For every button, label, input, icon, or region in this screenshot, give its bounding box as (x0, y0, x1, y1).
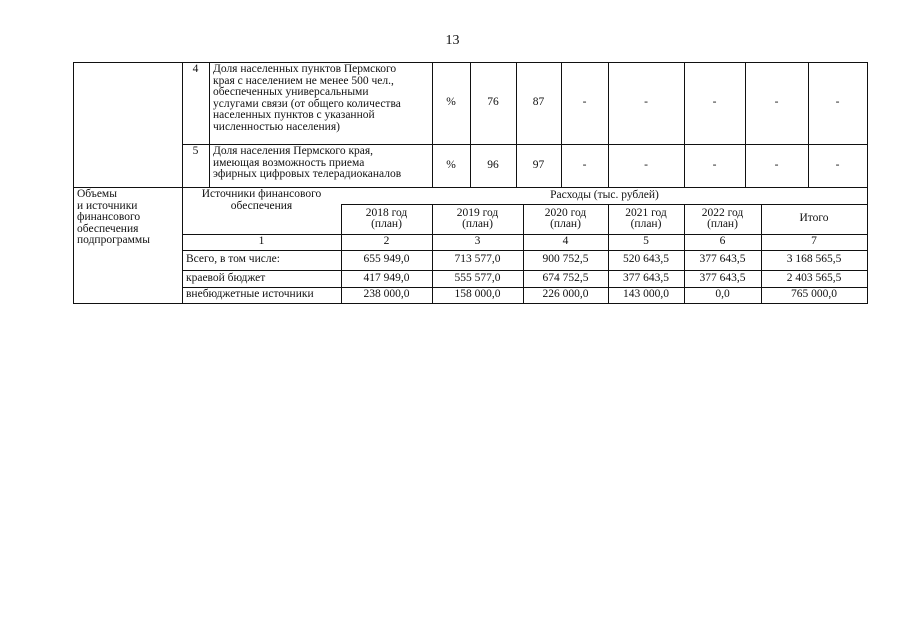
finance-value-line: 417 949,0 (363, 271, 410, 284)
indicator-number-line: 5 (192, 145, 199, 157)
indicator-value (745, 144, 808, 187)
indicator-value (684, 144, 745, 187)
finance-value-line: 158 000,0 (454, 288, 501, 301)
indicator-value (516, 144, 561, 187)
year-header-line: 2019 год (456, 206, 499, 219)
column-number-line: 1 (258, 235, 265, 248)
column-number (608, 234, 684, 250)
indicator-value (561, 62, 608, 144)
page-number: 13 (445, 33, 460, 48)
indicator-value-line: - (712, 158, 717, 171)
total-header-line: Итого (799, 212, 829, 225)
indicator-name-line: Доля населенных пунктов Пермского (213, 63, 397, 75)
sources-header (182, 187, 341, 234)
finance-value (684, 287, 761, 303)
indicator-value (745, 62, 808, 144)
source-name (182, 270, 341, 287)
source-name (182, 287, 341, 303)
expenses-header (341, 187, 868, 204)
indicator-name-line: услугами связи (от общего количества (213, 97, 401, 110)
finance-value-line: 143 000,0 (623, 288, 669, 301)
indicator-name-line: численностью населения) (213, 120, 340, 133)
finance-value-line: 3 168 565,5 (786, 253, 842, 266)
year-header (608, 204, 684, 234)
finance-value-line: 377 643,5 (699, 271, 746, 284)
finance-value-line: 674 752,5 (542, 271, 589, 284)
column-number (684, 234, 761, 250)
indicator-number-line: 4 (192, 63, 199, 75)
indicator-name (209, 62, 436, 144)
column-number (432, 234, 523, 250)
indicator-name-line: населенных пунктов с указанной (213, 109, 375, 121)
finance-value (608, 270, 684, 287)
indicator-value (808, 144, 867, 187)
indicator-number (182, 144, 209, 187)
indicator-value-line: - (774, 96, 779, 109)
column-number-line: 5 (643, 235, 649, 248)
indicator-base-value-line: 96 (487, 158, 499, 171)
source-name-line: краевой бюджет (186, 271, 266, 284)
indicator-base-value (470, 144, 516, 187)
finance-label-line: подпрограммы (77, 234, 150, 246)
indicator-value (808, 62, 867, 144)
indicator-name (209, 144, 436, 187)
column-number-line: 2 (383, 235, 390, 248)
finance-value (341, 250, 432, 270)
indicator-name-line: эфирных цифровых телерадиоканалов (213, 168, 402, 180)
year-header (341, 204, 432, 234)
indicator-value-line: - (582, 96, 587, 109)
indicator-value-line: - (644, 158, 648, 171)
column-number-line: 6 (719, 235, 726, 248)
source-name-line: внебюджетные источники (186, 288, 314, 301)
finance-value (608, 250, 684, 270)
expenses-header-line: Расходы (тыс. рублей) (550, 188, 659, 201)
year-header (684, 204, 761, 234)
year-header (432, 204, 523, 234)
finance-value (523, 270, 608, 287)
year-header-line: (план) (707, 218, 738, 230)
subprogram-table (73, 62, 868, 304)
column-number (523, 234, 608, 250)
indicator-value-line: - (712, 96, 717, 109)
finance-value (684, 250, 761, 270)
column-number-line: 4 (562, 235, 569, 248)
finance-value-line: 555 577,0 (454, 271, 501, 284)
indicator-value (561, 144, 608, 187)
column-number (182, 234, 341, 250)
source-name (182, 250, 341, 270)
finance-value (432, 250, 523, 270)
finance-label-line: обеспечения (77, 222, 139, 235)
column-number-line: 3 (474, 235, 481, 248)
indicator-number (182, 62, 209, 144)
year-header-line: (план) (550, 218, 581, 230)
column-number (341, 234, 432, 250)
indicator-value-line: 87 (532, 96, 545, 109)
sources-header-line: обеспечения (230, 199, 293, 212)
indicator-name-line: Доля населения Пермского края, (213, 145, 374, 157)
year-header-line: 2018 год (365, 206, 408, 219)
indicator-unit (432, 144, 470, 187)
year-header-line: (план) (371, 218, 402, 230)
finance-value-line: 0,0 (715, 288, 730, 301)
indicator-name-line: края с населением не менее 500 чел., (213, 74, 394, 87)
finance-value (761, 250, 867, 270)
table-rule (867, 62, 868, 304)
indicator-value-line: - (582, 158, 587, 171)
year-header-line: 2022 год (701, 206, 744, 219)
indicator-unit (432, 62, 470, 144)
indicator-value-line: - (835, 96, 840, 109)
finance-value (432, 270, 523, 287)
finance-value (761, 287, 867, 303)
finance-value-line: 226 000,0 (542, 288, 589, 301)
year-header-line: (план) (462, 218, 493, 230)
finance-value-line: 765 000,0 (791, 288, 837, 301)
indicator-base-value (470, 62, 516, 144)
finance-label-line: Объемы (77, 188, 117, 200)
indicator-name-line: имеющая возможность приема (213, 156, 365, 169)
finance-value (684, 270, 761, 287)
total-header (761, 204, 867, 234)
year-header (523, 204, 608, 234)
year-header-line: 2021 год (625, 206, 667, 219)
finance-value (523, 250, 608, 270)
indicator-value-line: 97 (532, 158, 545, 171)
finance-value-line: 377 643,5 (699, 253, 746, 266)
sources-header-line: Источники финансового (201, 188, 322, 200)
indicator-value (608, 62, 684, 144)
indicator-value-line: - (835, 158, 840, 171)
indicator-value (516, 62, 561, 144)
finance-value (341, 270, 432, 287)
column-number (761, 234, 867, 250)
finance-value (432, 287, 523, 303)
finance-label (73, 187, 182, 304)
finance-value-line: 238 000,0 (363, 288, 410, 301)
indicator-value (608, 144, 684, 187)
indicator-name-line: обеспеченных универсальными (213, 86, 369, 98)
column-number-line: 7 (811, 235, 817, 248)
finance-value-line: 2 403 565,5 (786, 271, 842, 284)
finance-value-line: 520 643,5 (623, 253, 669, 266)
indicator-value-line: - (644, 96, 648, 109)
finance-value-line: 713 577,0 (454, 253, 501, 266)
indicator-value-line: - (774, 158, 779, 171)
finance-label-line: финансового (77, 211, 141, 223)
finance-value (608, 287, 684, 303)
indicator-unit-line: % (446, 158, 456, 171)
finance-value-line: 377 643,5 (623, 271, 669, 284)
indicator-value (684, 62, 745, 144)
finance-value-line: 655 949,0 (363, 253, 410, 266)
finance-value (341, 287, 432, 303)
table-rule (73, 303, 868, 304)
finance-value (523, 287, 608, 303)
indicator-unit-line: % (446, 96, 456, 109)
finance-value (761, 270, 867, 287)
year-header-line: 2020 год (544, 206, 587, 219)
source-name-line: Всего, в том числе: (186, 253, 280, 266)
finance-value-line: 900 752,5 (542, 253, 589, 266)
finance-label-line: и источники (77, 199, 138, 212)
indicator-base-value-line: 76 (487, 96, 499, 109)
year-header-line: (план) (630, 218, 662, 230)
